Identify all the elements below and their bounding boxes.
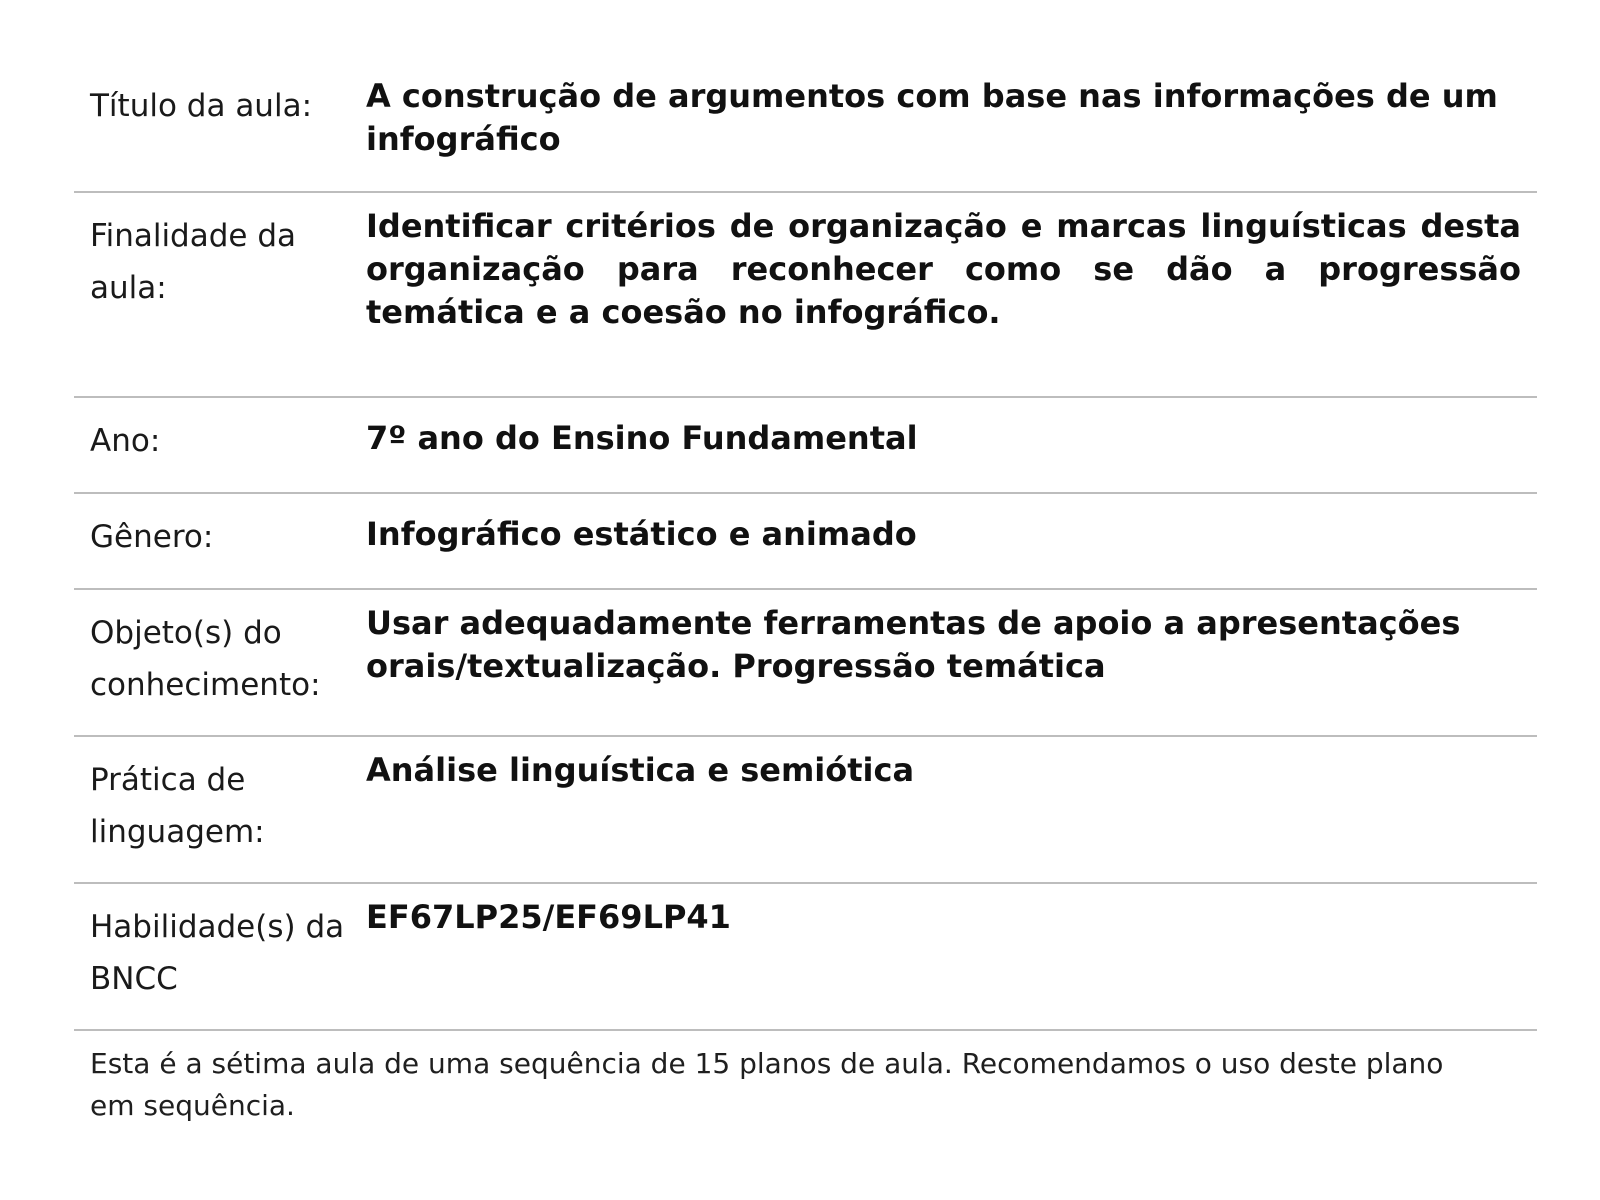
row-ano <box>74 398 1537 494</box>
row-pratica <box>74 737 1537 884</box>
row-value: 7º ano do Ensino Fundamental <box>366 419 918 457</box>
row-value: Identificar critérios de organização e marcas linguísticas desta organização para reconhecer como se dão a progressão temática e a coesão no infográfico. <box>366 207 1521 331</box>
row-habilidade <box>74 884 1537 1031</box>
row-objeto <box>74 590 1537 737</box>
row-value: Infográfico estático e animado <box>366 515 917 553</box>
footer-note: Esta é a sétima aula de uma sequência de 15 planos de aula. Recomendamos o uso deste plano em sequência. <box>90 1047 1444 1122</box>
row-label: Ano: <box>90 423 161 459</box>
row-label: Título da aula: <box>90 88 313 124</box>
row-label: Objeto(s) do conhecimento: <box>90 615 321 703</box>
row-value: Análise linguística e semiótica <box>366 751 915 789</box>
row-value: Usar adequadamente ferramentas de apoio a apresentações orais/textualização. Progressão temática <box>366 604 1461 685</box>
row-label: Finalidade da aula: <box>90 218 297 306</box>
row-finalidade <box>74 193 1537 398</box>
row-label: Habilidade(s) da BNCC <box>90 909 345 997</box>
row-label: Prática de linguagem: <box>90 762 265 850</box>
lesson-info-table <box>74 60 1537 1127</box>
row-titulo <box>74 60 1537 193</box>
row-value: A construção de argumentos com base nas informações de um infográfico <box>366 77 1498 158</box>
row-genero <box>74 494 1537 590</box>
row-value: EF67LP25/EF69LP41 <box>366 898 731 936</box>
row-label: Gênero: <box>90 519 214 555</box>
